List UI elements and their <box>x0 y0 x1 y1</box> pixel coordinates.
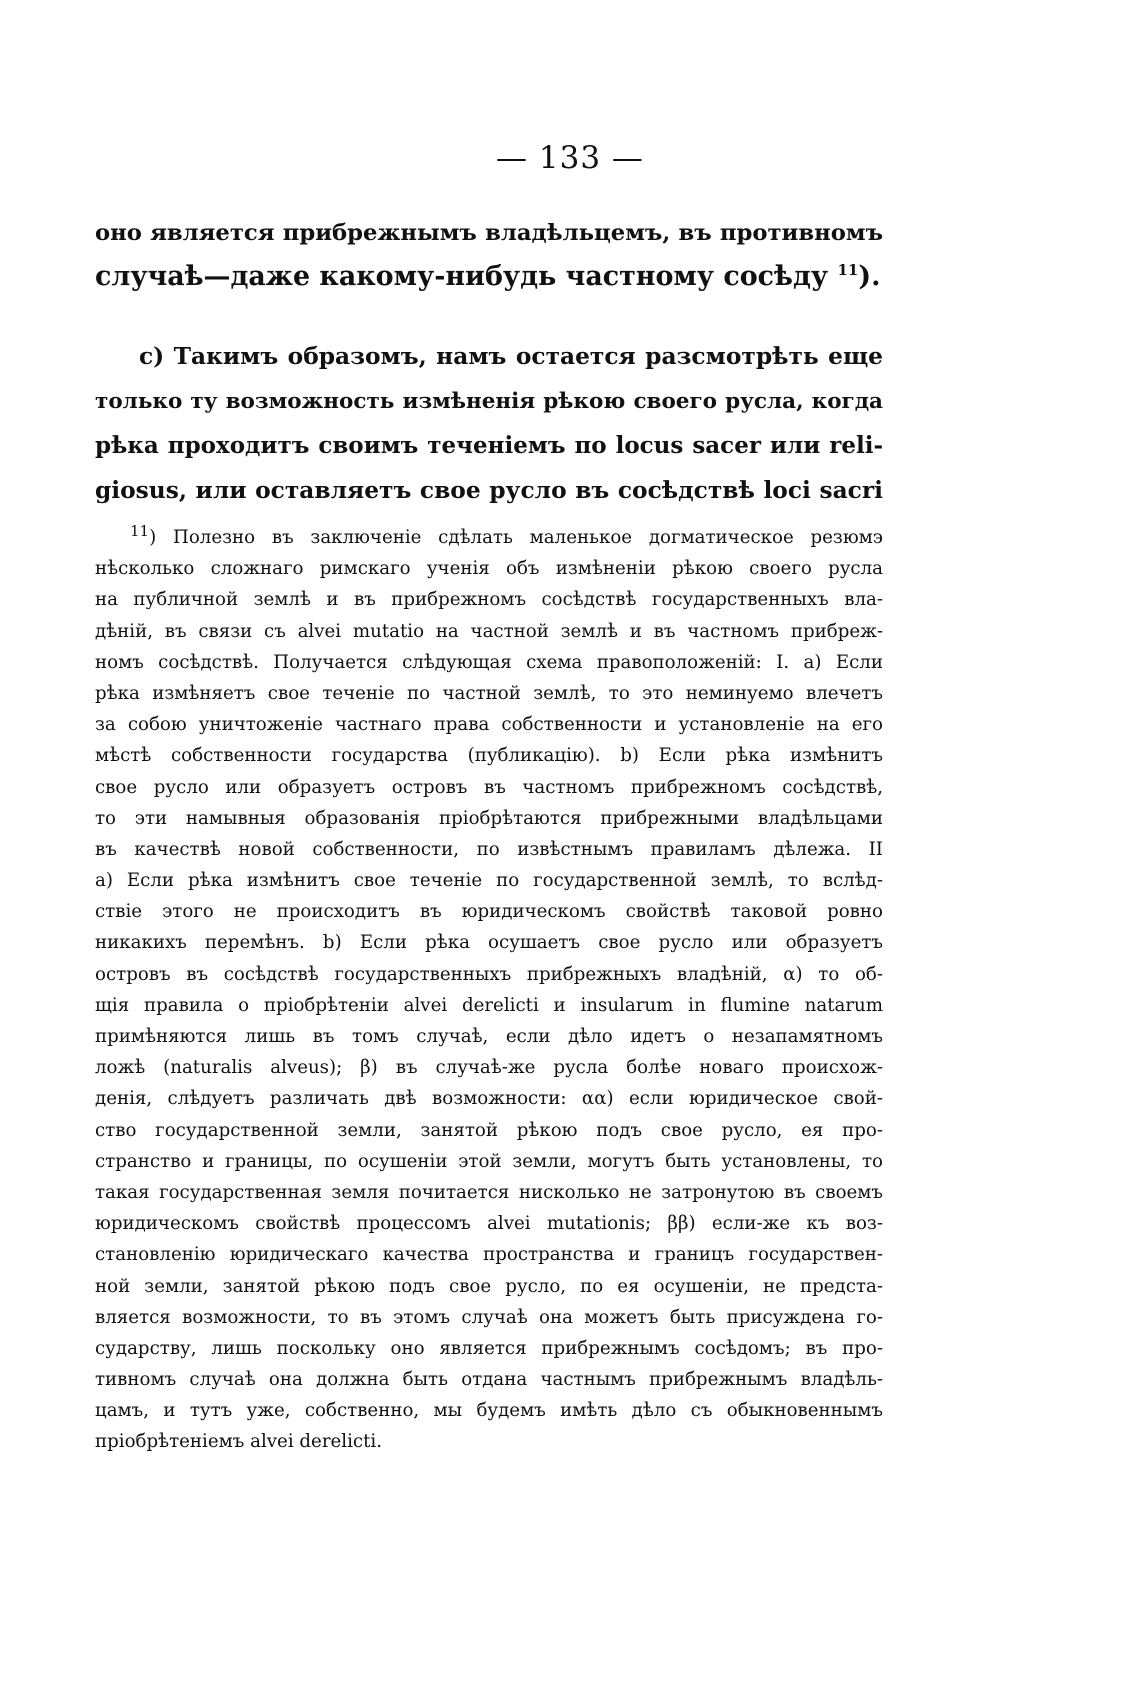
paragraph-c <box>95 335 883 513</box>
footnote-marker: 11 <box>130 522 150 540</box>
footnote-line: ствіе этого не происходитъ въ юридическомъ свойствѣ таковой ровно <box>95 901 883 923</box>
footnote-line: примѣняются лишь въ томъ случаѣ, если дѣло идетъ о незапамятномъ <box>95 1026 883 1047</box>
footnote-line: нѣсколько сложнаго римскаго ученія объ измѣненіи рѣкою своего русла <box>95 558 883 580</box>
text-line: только ту возможность измѣненія рѣкою своего русла, когда <box>95 388 883 414</box>
footnote-line: пріобрѣтеніемъ alvei derelicti. <box>95 1431 383 1453</box>
footnote-line: денія, слѣдуетъ различать двѣ возможности: αα) если юридическое свой- <box>95 1088 883 1110</box>
footnote-line: рѣка измѣняетъ свое теченіе по частной землѣ, то это неминуемо влечетъ <box>95 682 883 704</box>
footnote-line: номъ сосѣдствѣ. Получается слѣдующая схема правоположеній: I. a) Если <box>95 651 883 673</box>
footnote-line: въ качествѣ новой собственности, по извѣстнымъ правиламъ дѣлежа. II <box>95 838 883 860</box>
footnote-line: a) Если рѣка измѣнитъ свое теченіе по государственной землѣ, то вслѣд- <box>95 870 883 892</box>
page-number: — 133 — <box>496 140 644 176</box>
footnote-line <box>95 522 883 553</box>
footnote-line: цамъ, и тутъ уже, собственно, мы будемъ имѣть дѣло съ обыкновеннымъ <box>95 1400 883 1422</box>
footnote-line: никакихъ перемѣнъ. b) Если рѣка осушаетъ свое русло или образуетъ <box>95 932 883 954</box>
footnote-line: островъ въ сосѣдствѣ государственныхъ прибрежныхъ владѣній, α) то об- <box>95 963 883 985</box>
footnote-line: ной земли, занятой рѣкою подъ свое русло, по ея осушеніи, не предста- <box>95 1275 883 1297</box>
text-line: оно является прибрежнымъ владѣльцемъ, въ противномъ <box>95 220 883 246</box>
footnote-line: щія правила о пріобрѣтеніи alvei derelicti и insularum in flumine natarum <box>95 994 883 1016</box>
footnote-line: сударству, лишь поскольку оно является прибрежнымъ сосѣдомъ; въ про- <box>95 1337 883 1359</box>
footnote-line: ложѣ (naturalis alveus); β) въ случаѣ-же русла болѣе новаго происхож- <box>95 1057 883 1079</box>
footnote-line: ство государственной земли, занятой рѣкою подъ свое русло, ея про- <box>95 1119 883 1141</box>
text-line-content: случаѣ—даже какому-нибудь частному сосѣду <box>95 261 829 292</box>
footnote-line: то эти намывныя образованія пріобрѣтаются прибрежными владѣльцами <box>95 807 883 829</box>
paragraph-continuation <box>95 212 883 298</box>
text-line: рѣка проходитъ своимъ теченіемъ по locus sacer или reli- <box>95 432 883 459</box>
footnote-line: такая государственная земля почитается нисколько не затронутою въ своемъ <box>95 1181 883 1203</box>
footnote-line: становленію юридическаго качества пространства и границъ государствен- <box>95 1244 883 1266</box>
text-line: giosus, или оставляетъ свое русло въ сосѣдствѣ loci sacri <box>95 476 883 504</box>
footnote-line: странство и границы, по осушеніи этой земли, могутъ быть установлены, то <box>95 1150 883 1172</box>
footnote-reference: 11 <box>837 261 859 280</box>
text-line-tail: ). <box>858 261 881 292</box>
footnote-line: дѣній, въ связи съ alvei mutatio на частной землѣ и въ частномъ прибреж- <box>95 620 883 642</box>
footnote-line: на публичной землѣ и въ прибрежномъ сосѣдствѣ государственныхъ вла- <box>95 589 883 611</box>
footnote-line: за собою уничтоженіе частнаго права собственности и установленіе на его <box>95 714 883 736</box>
footnote-line: вляется возможности, то въ этомъ случаѣ она можетъ быть присуждена го- <box>95 1306 883 1328</box>
footnote-line: мѣстѣ собственности государства (публикацію). b) Если рѣка измѣнитъ <box>95 745 883 767</box>
footnote-line: свое русло или образуетъ островъ въ частномъ прибрежномъ сосѣдствѣ, <box>95 776 883 798</box>
text-line: c) Такимъ образомъ, намъ остается разсмотрѣть еще <box>139 343 883 370</box>
text-line-with-footnote <box>95 255 883 298</box>
footnote-line: тивномъ случаѣ она должна быть отдана частнымъ прибрежнымъ владѣль- <box>95 1369 883 1391</box>
footnote-11 <box>95 522 883 1458</box>
footnote-line-text: ) Полезно въ заключеніе сдѣлать маленькое догматическое резюмэ <box>149 527 883 548</box>
footnote-line: юридическомъ свойствѣ процессомъ alvei mutationis; ββ) если-же къ воз- <box>95 1213 883 1235</box>
